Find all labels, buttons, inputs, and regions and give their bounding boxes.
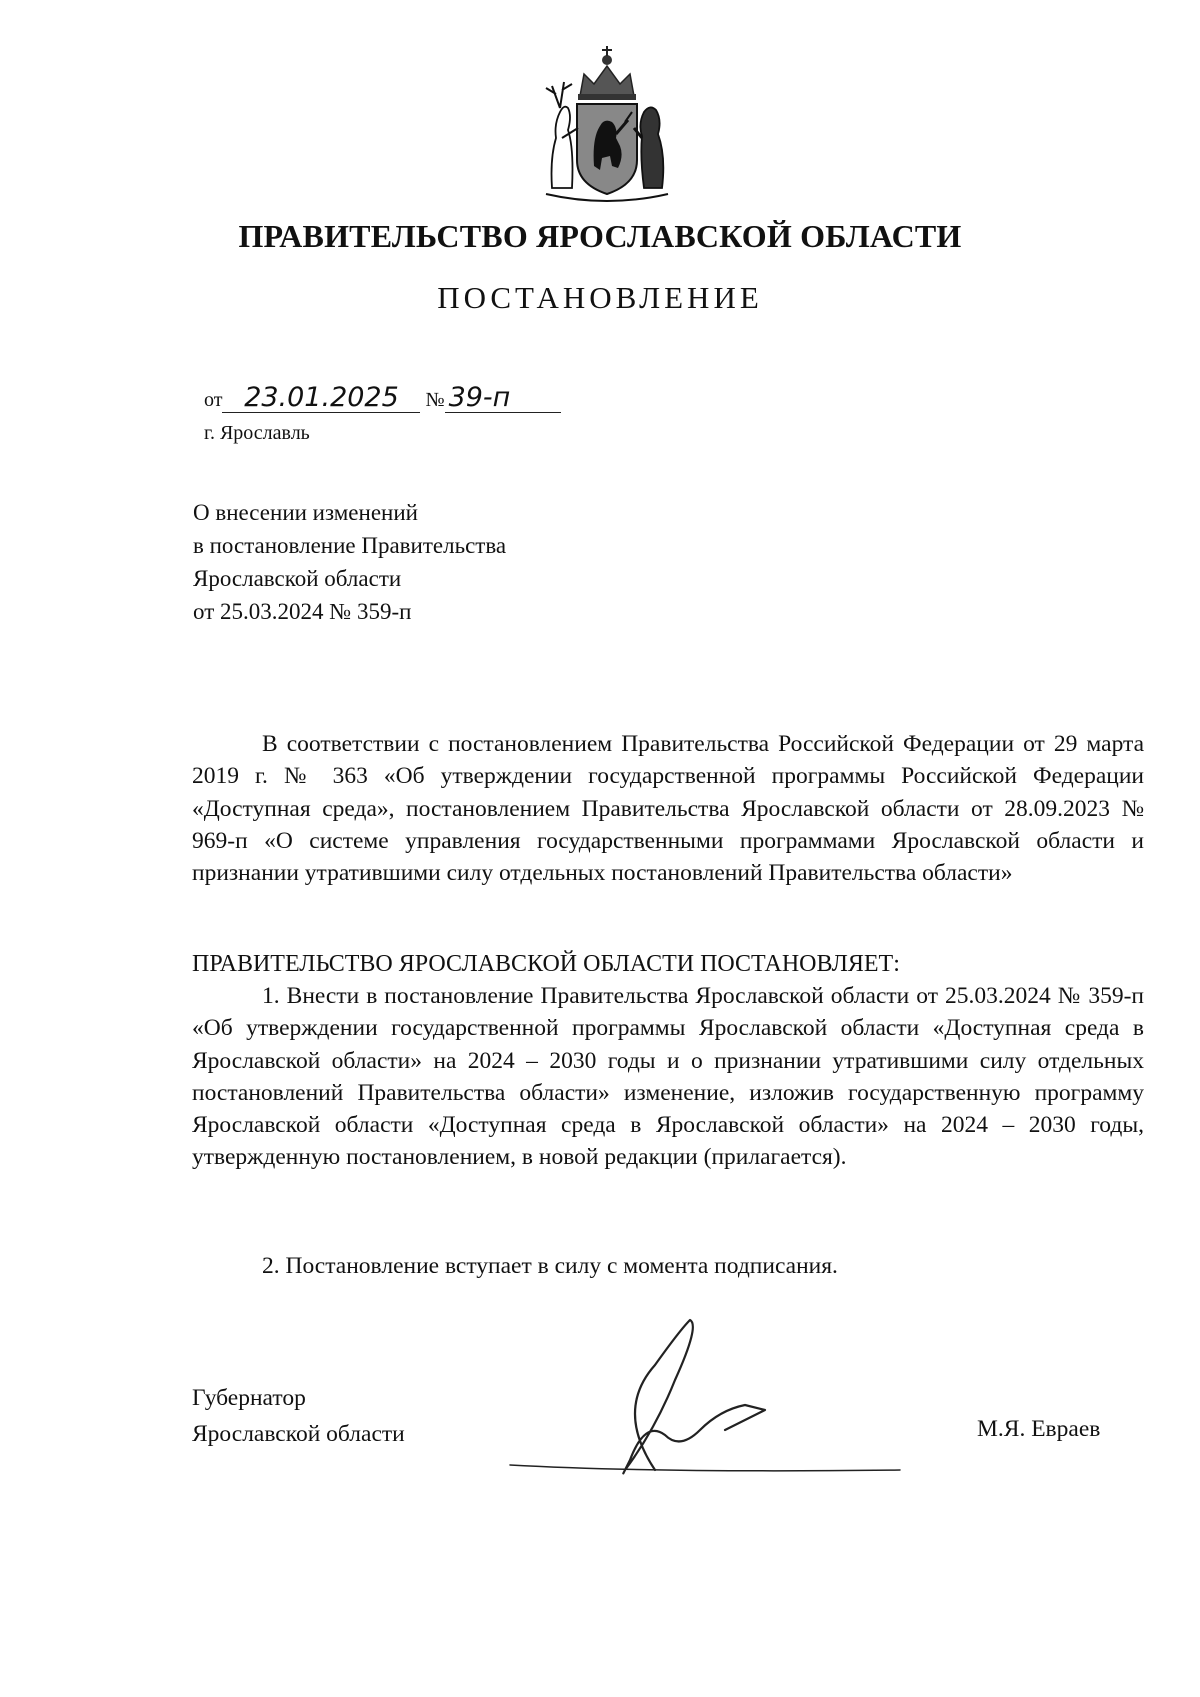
subject-line: от 25.03.2024 № 359-п (193, 599, 412, 624)
subject-line: Ярославской области (193, 566, 402, 591)
document-number: 39-п (445, 384, 561, 413)
date-number-line (204, 384, 561, 413)
decree-item-1: 1. Внести в постановление Правительства Ярославской области от 25.03.2024 № 359-п «Об утверждении государственной программы Ярославской области «Доступная среда в Ярославской области» на 2024 – 2030 годы и о признании утратившими силу отдельных постановлений Правительства области» изменение, изложив государственную программу Ярославской области «Доступная среда в Ярославской области» на 2024 – 2030 годы, утвержденную постановлением, в новой редакции (прилагается). (192, 983, 1144, 1171)
date-prefix: от (204, 389, 223, 411)
document-type: ПОСТАНОВЛЕНИЕ (437, 280, 763, 315)
coat-of-arms-icon (532, 38, 682, 208)
document-subject (193, 496, 506, 628)
signatory-name: М.Я. Евраев (977, 1416, 1101, 1442)
subject-line: О внесении изменений (193, 500, 418, 525)
document-date: 23.01.2025 (222, 384, 420, 413)
number-prefix: № (425, 389, 445, 411)
handwritten-signature (505, 1310, 915, 1485)
position-line: Губернатор (192, 1385, 306, 1411)
government-title: ПРАВИТЕЛЬСТВО ЯРОСЛАВСКОЙ ОБЛАСТИ (238, 218, 962, 254)
decree-statement: ПРАВИТЕЛЬСТВО ЯРОСЛАВСКОЙ ОБЛАСТИ ПОСТАНОВЛЯЕТ: (192, 951, 900, 977)
city: г. Ярославль (204, 422, 310, 444)
subject-line: в постановление Правительства (193, 533, 507, 558)
signatory-position (192, 1380, 405, 1452)
position-line: Ярославской области (192, 1421, 405, 1447)
decree-item-2: 2. Постановление вступает в силу с момента подписания. (262, 1253, 838, 1279)
intro-paragraph: В соответствии с постановлением Правительства Российской Федерации от 29 марта 2019 г. № 363 «Об утверждении государственной программы Российской Федерации «Доступная среда», постановлением Правительства Ярославской области от 28.09.2023 № 969-п «О системе управления государственными программами Ярославской области и признании утратившими силу отдельных постановлений Правительства области» (192, 731, 1144, 887)
